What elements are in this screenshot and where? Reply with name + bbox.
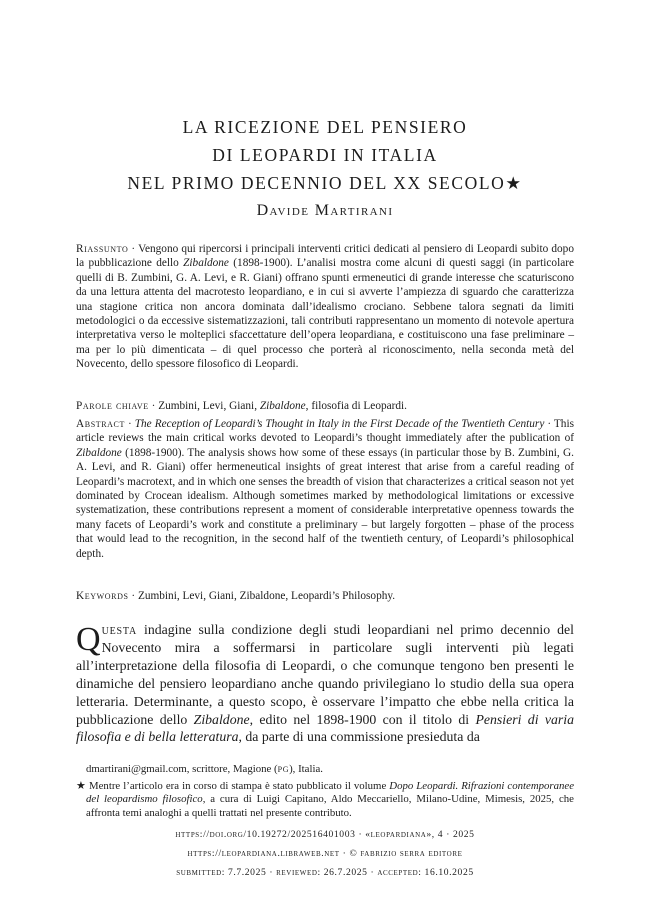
body-italic-title: Pensieri di varia filosofia e di bella letteratura <box>76 711 574 745</box>
body-paragraph <box>76 621 574 746</box>
abstract-english-italic: Zibaldone <box>76 446 122 459</box>
abstract-italian-label: Riassunto <box>76 243 129 255</box>
footer-dates <box>40 867 610 878</box>
star-note-text: ★ Mentre l’articolo era in corso di stampa è stato pubblicato il volume <box>76 779 390 792</box>
abstract-english <box>76 417 574 561</box>
footer-website <box>40 848 610 859</box>
keywords-italian-text-cont: , filosofia di Leopardi. <box>305 400 408 412</box>
body-text-end: , da parte di una commissione presieduta da <box>238 729 480 745</box>
separator: · <box>128 590 138 602</box>
footer-dates-text: submitted: 7.7.2025 · reviewed: 26.7.2025 · accepted: 16.10.2025 <box>176 867 474 878</box>
author-note-text: dmartirani@gmail.com, scrittore, Magione ( <box>86 763 278 775</box>
author-note <box>76 763 574 777</box>
abstract-italian-italic: Zibaldone <box>183 257 229 270</box>
body-italic: Zibaldone <box>193 711 250 727</box>
keywords-italian-italic: Zibaldone <box>259 400 306 412</box>
author-note-text-end: ), Italia. <box>289 763 323 775</box>
footer-doi-text: https://doi.org/10.19272/202516401003 · «leopardiana», 4 · 2025 <box>175 829 475 840</box>
body-text: indagine sulla condizione degli studi leopardiani nel primo decennio del Novecento mira a soffermarsi in particolare sugli interventi più legati all’interpretazione della filosofia di Leopardi, o che comunque tengono ben presenti le dinamiche del pensiero leopardiano anche quando privilegiano lo studio della sua opera letteraria. Determinante, a questo scopo, è osservare l’impatto che ebbe nella critica la pubblicazione dello <box>76 622 574 727</box>
abstract-english-title: The Reception of Leopardi’s Thought in Italy in the First Decade of the Twentieth Century <box>134 418 545 430</box>
star-note-italic: Dopo Leopardi. Rifrazioni contemporanee del leopardismo filosofico <box>86 779 574 806</box>
author-note-province: pg <box>277 763 290 775</box>
abstract-english-label: Abstract <box>76 418 125 430</box>
title-line-1: LA RICEZIONE DEL PENSIERO <box>182 117 468 137</box>
keywords-english-label: Keywords <box>76 590 129 602</box>
star-note-text-end: , a cura di Luigi Capitano, Aldo Meccariello, Milano-Udine, Mimesis, 2025, che affronta temi analoghi a quelli trattati nel presente contributo. <box>86 793 574 819</box>
keywords-italian-text: Zumbini, Levi, Giani, <box>158 400 260 412</box>
author-name: Davide Martirani <box>256 202 394 219</box>
title-line-2: DI LEOPARDI IN ITALIA <box>212 145 438 165</box>
abstract-italian-text-cont: (1898-1900). L’analisi mostra come alcuni di questi saggi (in particolare quelli di B. Zumbini, G. A. Levi, e R. Giani) offrano spunti ermeneutici di grande interesse che scaturiscono da una lettura attenta del macrotesto leopardiano, e in cui si avverte l’ampiezza di sguardo che caratterizza una stagione critica non ancora dominata dall’idealismo crociano. Sebbene talora segnati da limiti metodologici o da eccessive sistematizzazioni, tali contributi rappresentano un momento di notevole apertura interpretativa verso le molteplici sfaccettature dell’opera leopardiana, e costituiscono una fase preliminare – ma per lo più dimenticata – di quel processo che porterà al riconoscimento, nella seconda metà del Novecento, dello spessore filosofico di Leopardi. <box>76 257 574 371</box>
drop-cap: Q <box>76 621 101 658</box>
keywords-italian-label: Parole chiave <box>76 400 149 412</box>
abstract-english-text-cont: (1898-1900). The analysis shows how some of these essays (in particular those by B. Zumbini, G. A. Levi, and R. Giani) offer hermeneutical insights of great interest that arise from a careful reading of Leopardi’s macrotext, and in which one senses the breadth of vision that characterizes a critical season not yet dominated by Crocean idealism. Although sometimes marked by methodological limitations or excessive systematization, these contributions represent a moment of considerable interpretative openness towards the many facets of Leopardi’s work and constitute a preliminary – but largely forgotten – phase of the process that would lead to the recognition, in the second half of the twentieth century, of Leopardi’s philosophical depth. <box>76 446 574 560</box>
body-text-cont: , edito nel 1898-1900 con il titolo di <box>249 711 476 727</box>
separator: · <box>124 418 135 430</box>
title-line-3: NEL PRIMO DECENNIO DEL XX SECOLO★ <box>127 173 523 193</box>
abstract-italian <box>76 242 574 372</box>
abstract-english-text: · This article reviews the main critical works devoted to Leopardi’s thought immediately after the publication of <box>76 418 574 445</box>
abstract-italian-text: Vengono qui ripercorsi i principali interventi critici dedicati al pensiero di Leopardi subito dopo la pubblicazione dello <box>76 243 574 270</box>
article-title <box>40 113 610 197</box>
lead-word: uesta <box>101 622 137 637</box>
footer-doi <box>40 829 610 840</box>
keywords-english-text: Zumbini, Levi, Giani, Zibaldone, Leopardi’s Philosophy. <box>137 590 396 602</box>
keywords-italian <box>76 399 574 413</box>
footnotes <box>76 763 574 820</box>
keywords-english <box>76 589 574 603</box>
footer-website-text: https://leopardiana.libraweb.net · © fabrizio serra editore <box>187 848 463 859</box>
separator: · <box>128 243 139 255</box>
separator: · <box>148 400 159 412</box>
star-note <box>76 780 574 821</box>
